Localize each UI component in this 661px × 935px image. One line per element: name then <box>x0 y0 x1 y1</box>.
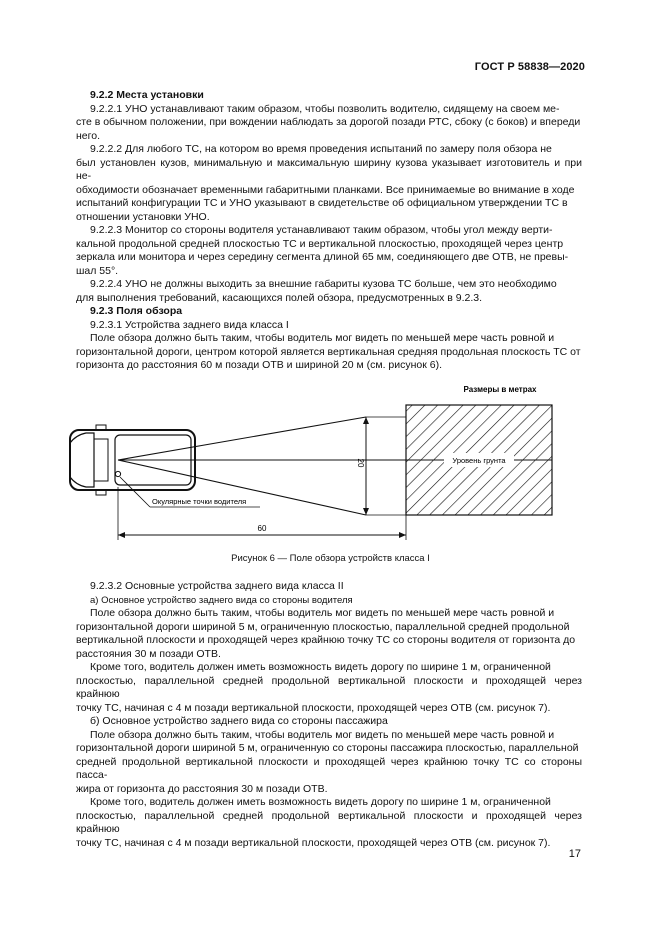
paragraph <box>76 332 582 373</box>
eye-point <box>115 471 120 476</box>
ground-label: Уровень грунта <box>452 456 506 465</box>
text-line: точку ТС, начиная с 4 м позади вертикальной плоскости, проходящей через ОТВ (см. рисунок 7). <box>76 701 551 714</box>
text-line: 9.2.3.1 Устройства заднего вида класса I <box>90 318 289 331</box>
text-line: горизонтальной дороги шириной 5 м, ограниченную плоскостью, параллельной средней продольной <box>76 620 570 633</box>
section-heading: 9.2.2 Места установки <box>90 89 204 101</box>
section-heading: 9.2.3 Поля обзора <box>90 305 183 317</box>
text-line: него. <box>76 129 100 142</box>
text-line: отношении установки УНО. <box>76 210 210 223</box>
document-code: ГОСТ Р 58838—2020 <box>474 61 585 73</box>
text-line: 9.2.2.2 Для любого ТС, на котором во время проведения испытаний по замеру поля обзора не <box>90 143 552 155</box>
text-line: 9.2.2.4 УНО не должны выходить за внешние габариты кузова ТС больше, чем это необходимо <box>90 278 557 290</box>
text-line: Кроме того, водитель должен иметь возможность видеть дорогу по ширине 1 м, ограниченной <box>90 661 551 673</box>
text-line: плоскостью, параллельной средней продольной вертикальной плоскости и проходящей через крайнюю <box>76 674 582 700</box>
ground-hatched-area <box>406 405 552 515</box>
distance-value: 60 <box>257 524 267 533</box>
text-line: 9.2.3.2 Основные устройства заднего вида класса II <box>90 580 344 592</box>
text-line: Поле обзора должно быть таким, чтобы водитель мог видеть по меньшей мере часть ровной и <box>90 332 555 344</box>
width-value: 20 <box>356 458 365 468</box>
eye-points-callout <box>120 477 260 507</box>
page-number: 17 <box>568 848 581 860</box>
paragraph <box>76 661 582 715</box>
text-line: б) Основное устройство заднего вида со стороны пассажира <box>90 715 388 727</box>
text-line: плоскостью, параллельной средней продольной вертикальной плоскости и проходящей через крайнюю <box>76 809 582 835</box>
text-line: для выполнения требований, касающихся полей обзора, предусмотренных в 9.2.3. <box>76 291 483 304</box>
text-line: точку ТС, начиная с 4 м позади вертикальной плоскости, проходящей через ОТВ (см. рисунок 7). <box>76 836 551 849</box>
paragraph <box>76 580 582 594</box>
text-line: Поле обзора должно быть таким, чтобы водитель мог видеть по меньшей мере часть ровной и <box>90 728 555 741</box>
text-line: зеркала или монитора и через середину сегмента длиной 65 мм, соединяющего две ОТВ, не превы- <box>76 251 569 263</box>
figure-6-field-of-view-diagram <box>60 375 600 550</box>
text-line: 9.2.2.1 УНО устанавливают таким образом, чтобы позволить водителю, сидящему на своем ме- <box>90 102 560 115</box>
text-line: жира от горизонта до расстояния 30 м позади ОТВ. <box>76 782 328 795</box>
paragraph <box>76 224 582 278</box>
distance-dimension <box>118 487 406 540</box>
text-line: горизонтальной дороги, центром которой является вертикальная средняя продольная плоскость ТС от <box>76 345 581 358</box>
text-line: вертикальной плоскости и проходящей через крайнюю точку ТС со стороны водителя от горизонта до <box>76 634 576 646</box>
text-line: Поле обзора должно быть таким, чтобы водитель мог видеть по меньшей мере часть ровной и <box>90 607 555 619</box>
text-line: испытаний конфигурации ТС и УНО указывают в свидетельстве об официальном утверждении ТС в <box>76 197 568 209</box>
section-9-2-3-2 <box>76 580 582 850</box>
text-line: расстояния 30 м позади ОТВ. <box>76 647 221 660</box>
text-line: был установлен кузов, минимальную и максимальную ширину кузова указывает изготовитель и при не- <box>76 156 582 182</box>
text-line: Кроме того, водитель должен иметь возможность видеть дорогу по ширине 1 м, ограниченной <box>90 796 551 808</box>
paragraph <box>76 103 582 144</box>
section-9-2-2 <box>76 89 582 373</box>
text-line: кальной продольной средней плоскостью ТС и вертикальной плоскостью, проходящей через центр <box>76 237 564 250</box>
text-line: средней продольной вертикальной плоскости и проходящей через крайнюю точку ТС со стороны пасса- <box>76 755 582 781</box>
paragraph <box>76 715 582 729</box>
eye-points-label: Окулярные точки водителя <box>152 497 247 506</box>
text-line: горизонтальной дороги шириной 5 м, ограниченную со стороны пассажира плоскостью, параллельной <box>76 742 579 754</box>
figure-caption: Рисунок 6 — Поле обзора устройств класса I <box>231 553 430 564</box>
text-line: 9.2.2.3 Монитор со стороны водителя устанавливают таким образом, чтобы угол между верти- <box>90 224 553 236</box>
text-line: шал 55°. <box>76 264 119 277</box>
paragraph <box>76 278 582 305</box>
paragraph <box>76 607 582 661</box>
text-line: горизонта до расстояния 60 м позади ОТВ и шириной 20 м (см. рисунок 6). <box>76 359 443 371</box>
text-line: а) Основное устройство заднего вида со стороны водителя <box>90 594 353 606</box>
units-note: Размеры в метрах <box>463 385 537 394</box>
paragraph <box>76 143 582 224</box>
text-line: обходимости обозначает временными габаритными планками. Все принимаемые во внимание в ходе <box>76 183 575 196</box>
paragraph <box>76 796 582 850</box>
paragraph <box>76 729 582 797</box>
main-text-block <box>76 89 582 373</box>
text-line: сте в обычном положении, при вождении наблюдать за дорогой позади РТС, сбоку (с боков) и впереди <box>76 116 581 128</box>
paragraph <box>76 319 582 333</box>
width-dimension <box>356 417 406 515</box>
paragraph <box>76 594 582 608</box>
